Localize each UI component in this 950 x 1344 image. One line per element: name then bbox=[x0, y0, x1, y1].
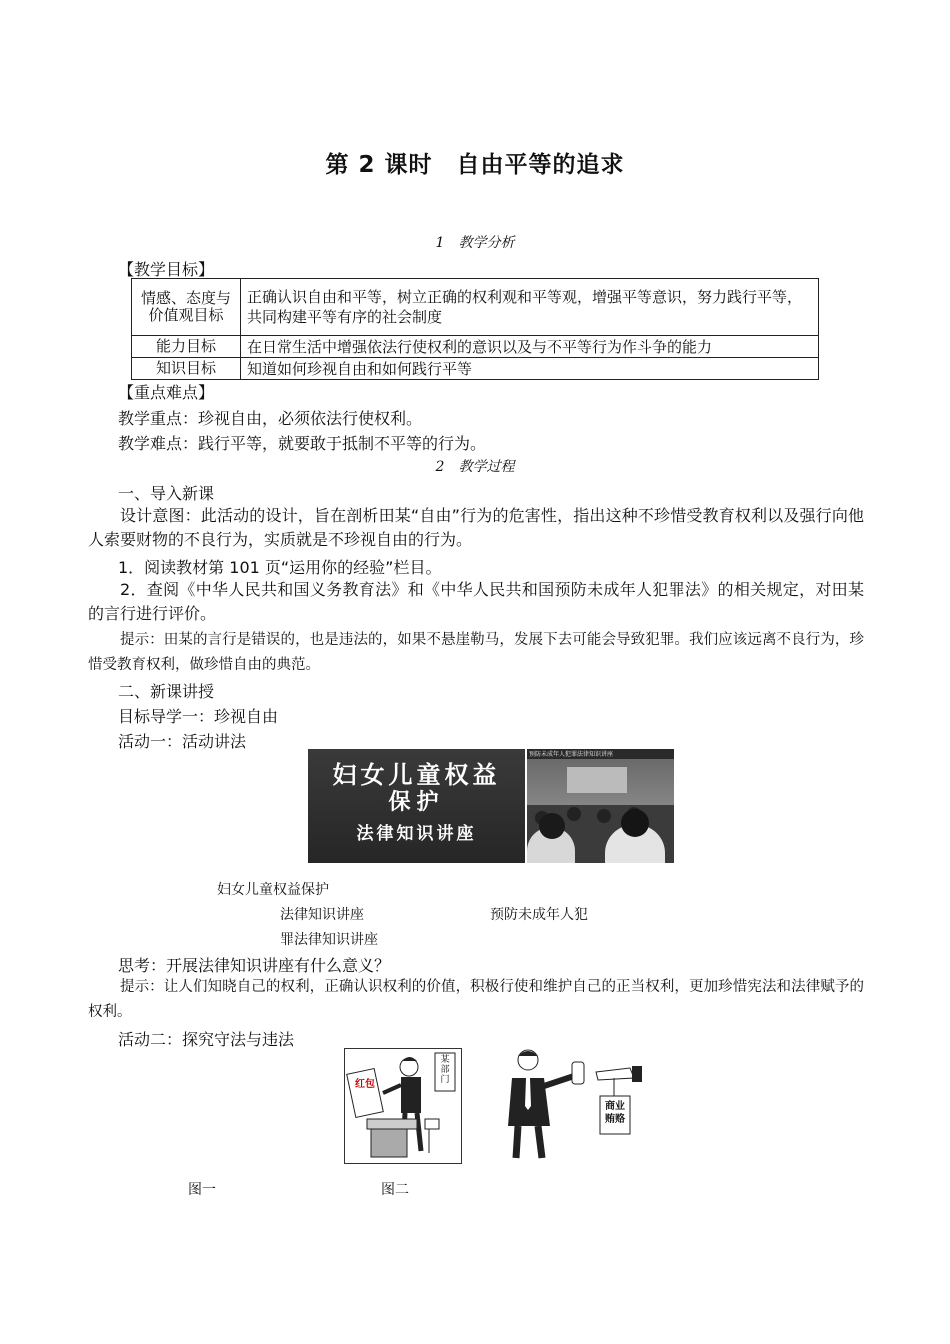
figure-1-caption: 图一 bbox=[188, 1182, 216, 1198]
key-point: 教学重点：珍视自由，必须依法行使权利。 bbox=[118, 409, 423, 428]
step-1: 1．阅读教材第 101 页“运用你的经验”栏目。 bbox=[118, 558, 442, 577]
photo-banner-text: 预防未成年人犯罪法律知识讲座 bbox=[529, 751, 614, 758]
caption-women-children-2: 法律知识讲座 bbox=[280, 907, 364, 923]
figure-1-refuse-bribe bbox=[344, 1048, 462, 1164]
part-heading-intro: 一、导入新课 bbox=[118, 484, 215, 503]
table-row bbox=[132, 358, 819, 380]
goals-heading: 【教学目标】 bbox=[118, 260, 215, 279]
bribe-box-text: 商业贿赂 bbox=[605, 1101, 625, 1125]
table-row bbox=[132, 279, 819, 336]
goals-table bbox=[131, 278, 819, 380]
goal-guide-1: 目标导学一：珍视自由 bbox=[118, 707, 279, 726]
goal-value: 正确认识自由和平等，树立正确的权利观和平等观，增强平等意识，努力践行平等，共同构建平等有序的社会制度 bbox=[241, 279, 819, 336]
banner-line-1: 妇女儿童权益 bbox=[332, 761, 501, 789]
section-heading-analysis: 1 教学分析 bbox=[435, 235, 515, 251]
hint-2: 提示：让人们知晓自己的权利，正确认识权利的价值，积极行使和维护自己的正当权利，更加珍惜宪法和法律赋予的权利。 bbox=[88, 979, 864, 1020]
hard-point: 教学难点：践行平等，就要敢于抵制不平等的行为。 bbox=[118, 434, 487, 453]
section-heading-process: 2 教学过程 bbox=[435, 459, 515, 475]
step-2: 2．查阅《中华人民共和国义务教育法》和《中华人民共和国预防未成年人犯罪法》的相关规定，对田某的言行进行评价。 bbox=[88, 580, 864, 623]
caption-juvenile-2: 罪法律知识讲座 bbox=[280, 932, 378, 948]
think-question: 思考：开展法律知识讲座有什么意义？ bbox=[118, 956, 391, 975]
goal-key: 知识目标 bbox=[132, 358, 241, 380]
activity-1: 活动一：活动讲法 bbox=[118, 732, 247, 751]
banner-line-3: 法律知识讲座 bbox=[356, 824, 477, 844]
goal-key: 能力目标 bbox=[132, 336, 241, 358]
page-title: 第 2 课时 自由平等的追求 bbox=[325, 152, 625, 178]
part-heading-lecture: 二、新课讲授 bbox=[118, 682, 215, 701]
envelope-text: 红包 bbox=[355, 1079, 375, 1090]
table-row bbox=[132, 336, 819, 358]
banner-line-2: 保护 bbox=[388, 790, 445, 815]
goal-value: 知道如何珍视自由和如何践行平等 bbox=[241, 358, 819, 380]
figure-2-caption: 图二 bbox=[381, 1182, 409, 1198]
lecture-classroom-photo bbox=[527, 749, 674, 863]
hint-1: 提示：田某的言行是错误的，也是违法的，如果不悬崖勒马，发展下去可能会导致犯罪。我们应该远离不良行为，珍惜受教育权利，做珍惜自由的典范。 bbox=[88, 632, 864, 673]
caption-juvenile: 预防未成年人犯 bbox=[490, 907, 588, 923]
figure-2-refuse-commercial-bribe bbox=[500, 1046, 645, 1164]
difficulty-heading: 【重点难点】 bbox=[118, 383, 215, 402]
activity-2: 活动二：探究守法与违法 bbox=[118, 1030, 295, 1049]
goal-key: 情感、态度与价值观目标 bbox=[132, 279, 241, 336]
goal-value: 在日常生活中增强依法行使权利的意识以及与不平等行为作斗争的能力 bbox=[241, 336, 819, 358]
caption-women-children: 妇女儿童权益保护 bbox=[217, 882, 329, 898]
design-intent: 设计意图：此活动的设计，旨在剖析田某“自由”行为的危害性，指出这种不珍惜受教育权利以及强行向他人索要财物的不良行为，实质就是不珍视自由的行为。 bbox=[88, 506, 864, 549]
sign-text: 某部门 bbox=[440, 1055, 450, 1085]
lecture-banner-image bbox=[308, 749, 525, 863]
